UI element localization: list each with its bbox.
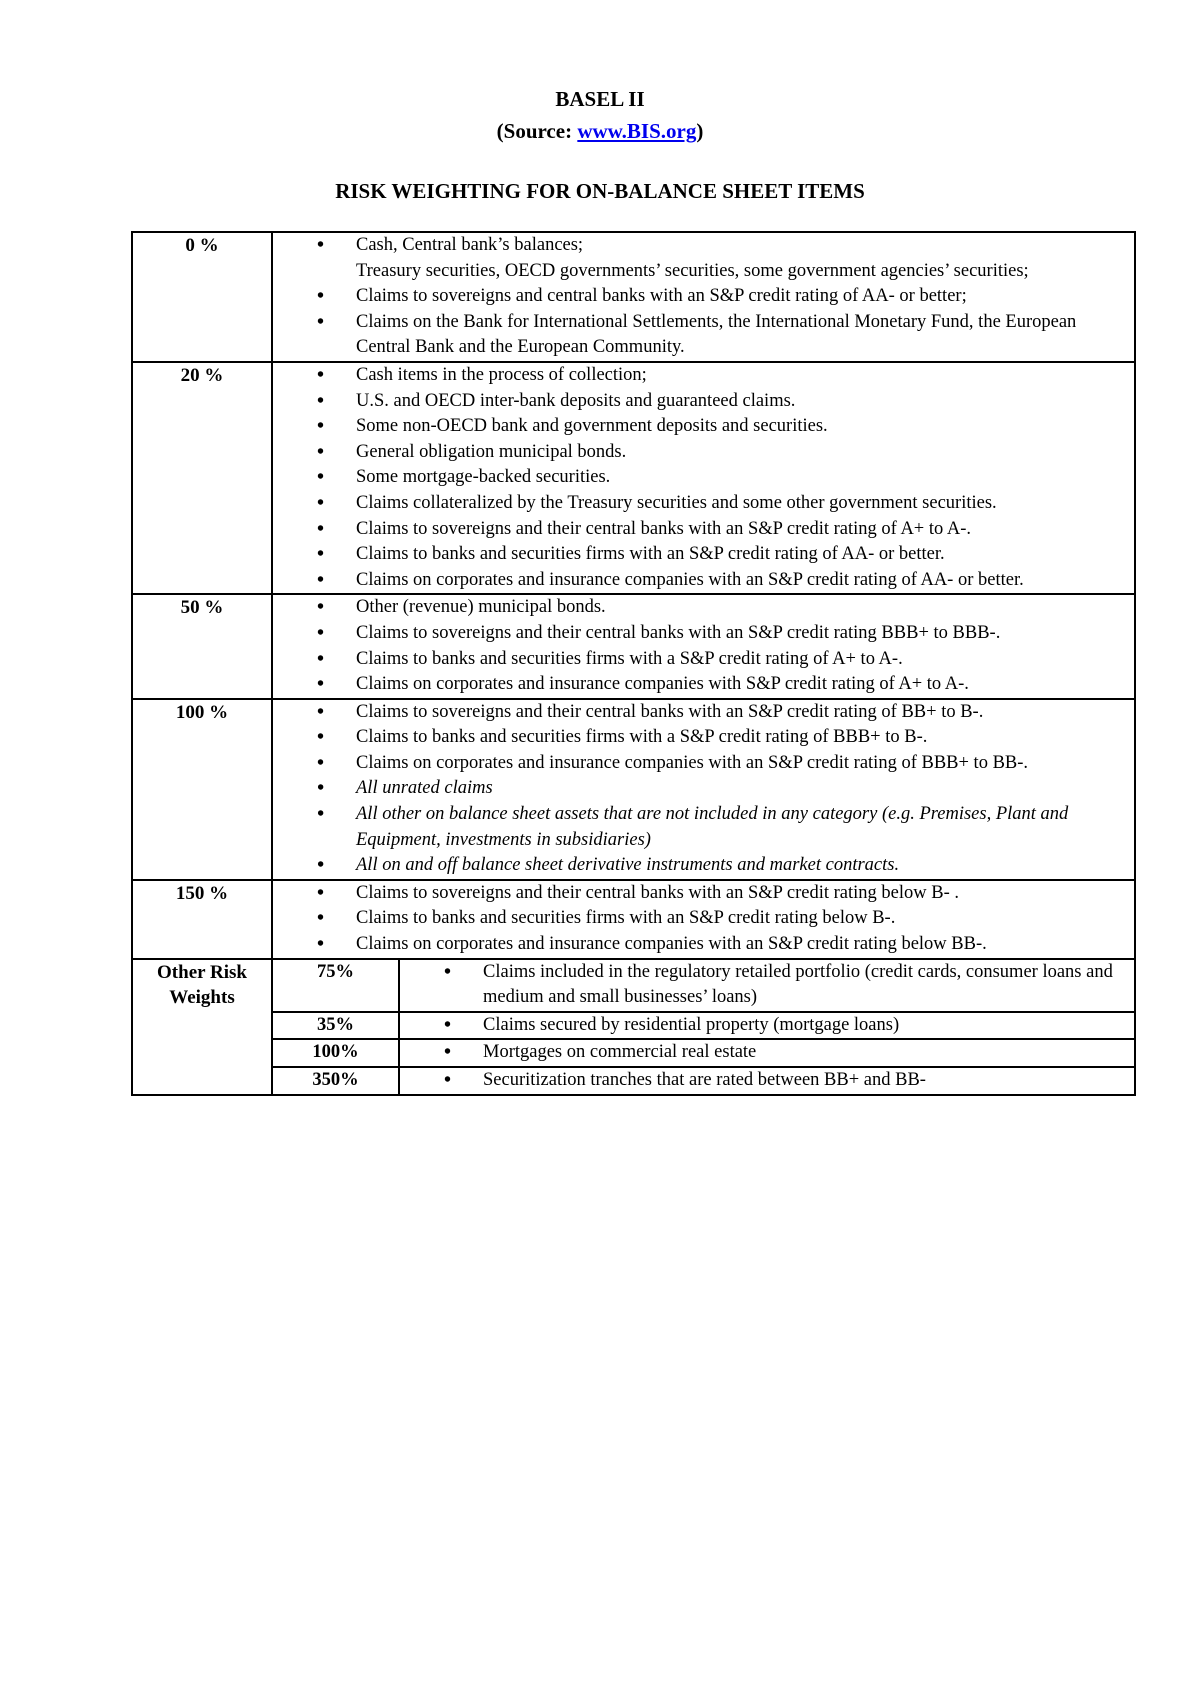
other-weight-list (400, 1068, 1134, 1094)
risk-item: Treasury securities, OECD governments’ securities, some government agencies’ securities; (356, 260, 1029, 281)
risk-items-list (273, 700, 1134, 879)
weight-row (132, 880, 1135, 959)
other-weight-list (400, 1013, 1134, 1039)
other-weight-items (399, 1039, 1134, 1067)
weight-row (132, 362, 1135, 594)
risk-items-cell (272, 362, 1135, 594)
risk-item: • Some non-OECD bank and government deposits and securities. (273, 414, 1130, 440)
other-weight-item: • Claims secured by residential property (mortgage loans) (400, 1013, 1130, 1039)
risk-item: • Claims on corporates and insurance companies with an S&P credit rating below BB-. (273, 932, 1130, 958)
risk-item: • Claims to banks and securities firms with a S&P credit rating of BBB+ to B-. (273, 725, 1130, 751)
risk-item: • Claims to sovereigns and their central banks with an S&P credit rating of BB+ to B-. (273, 700, 1130, 726)
other-weight-items (399, 1012, 1134, 1040)
risk-weight-table-body (132, 232, 1135, 1095)
risk-items-list (273, 881, 1134, 958)
risk-item: • General obligation municipal bonds. (273, 440, 1130, 466)
other-weight-item: • Securitization tranches that are rated between BB+ and BB- (400, 1068, 1130, 1094)
other-weights-table (273, 960, 1134, 1094)
risk-item: • Other (revenue) municipal bonds. (273, 595, 1130, 621)
risk-item: • Claims to banks and securities firms with an S&P credit rating of AA- or better. (273, 542, 1130, 568)
risk-weight-cell: 50 % (132, 594, 272, 698)
other-weight-row (273, 1067, 1134, 1094)
risk-item: • Claims to sovereigns and central banks with an S&P credit rating of AA- or better; (273, 284, 1130, 310)
risk-item: • Claims on corporates and insurance companies with an S&P credit rating of BBB+ to BB-. (273, 751, 1130, 777)
other-weights-cell (272, 959, 1135, 1095)
source-suffix: ) (696, 119, 704, 143)
risk-items-list (273, 363, 1134, 593)
risk-weight-table (131, 231, 1136, 1096)
weight-row (132, 699, 1135, 880)
weight-row (132, 594, 1135, 698)
other-weight-items (399, 1067, 1134, 1094)
other-weight-row (273, 960, 1134, 1012)
other-weight-list (400, 1040, 1134, 1066)
other-weights-label-text: Other Risk Weights (157, 961, 247, 1009)
risk-item: • Claims to banks and securities firms with a S&P credit rating of A+ to A-. (273, 647, 1130, 673)
other-weight-value: 75% (273, 960, 399, 1012)
risk-items-list (273, 233, 1134, 361)
risk-item: • U.S. and OECD inter-bank deposits and guaranteed claims. (273, 389, 1130, 415)
risk-weight-cell: 100 % (132, 699, 272, 880)
document-title: BASEL II (555, 87, 645, 111)
other-weights-row (132, 959, 1135, 1095)
risk-item: • All on and off balance sheet derivative instruments and market contracts. (273, 853, 1130, 879)
risk-weight-cell: 150 % (132, 880, 272, 959)
source-line (0, 118, 1200, 144)
risk-item: • Cash items in the process of collection; (273, 363, 1130, 389)
risk-item: • Claims collateralized by the Treasury securities and some other government securities. (273, 491, 1130, 517)
other-weights-label (132, 959, 272, 1095)
risk-weight-cell: 0 % (132, 232, 272, 362)
section-heading: RISK WEIGHTING FOR ON-BALANCE SHEET ITEMS (335, 179, 865, 203)
weight-row (132, 232, 1135, 362)
source-prefix: (Source: (496, 119, 578, 143)
risk-item: • Claims to sovereigns and their central banks with an S&P credit rating below B- . (273, 881, 1130, 907)
risk-item: • Claims to sovereigns and their central banks with an S&P credit rating BBB+ to BBB-. (273, 621, 1130, 647)
other-weights-table-body (273, 960, 1134, 1094)
risk-items-cell (272, 594, 1135, 698)
risk-item: • All other on balance sheet assets that are not included in any category (e.g. Premises, Plant and Equipment, investments in subsidiaries) (273, 802, 1130, 853)
risk-items-cell (272, 880, 1135, 959)
other-weight-items (399, 960, 1134, 1012)
other-weight-item: • Mortgages on commercial real estate (400, 1040, 1130, 1066)
other-weight-value: 35% (273, 1012, 399, 1040)
risk-items-cell (272, 699, 1135, 880)
risk-item: • Claims on corporates and insurance companies with an S&P credit rating of AA- or better. (273, 568, 1130, 594)
source-link[interactable]: www.BIS.org (577, 119, 697, 143)
risk-weight-cell: 20 % (132, 362, 272, 594)
risk-items-cell (272, 232, 1135, 362)
risk-items-list (273, 595, 1134, 697)
risk-item: • All unrated claims (273, 776, 1130, 802)
risk-item: • Cash, Central bank’s balances; (273, 233, 1130, 259)
other-weight-value: 350% (273, 1067, 399, 1094)
other-weight-value: 100% (273, 1039, 399, 1067)
risk-item: • Claims on corporates and insurance companies with S&P credit rating of A+ to A-. (273, 672, 1130, 698)
other-weight-item: • Claims included in the regulatory retailed portfolio (credit cards, consumer loans and medium and small businesses’ loans) (400, 960, 1130, 1011)
other-weight-row (273, 1012, 1134, 1040)
other-weight-list (400, 960, 1134, 1011)
other-weight-row (273, 1039, 1134, 1067)
risk-item: • Some mortgage-backed securities. (273, 465, 1130, 491)
risk-item: • Claims to sovereigns and their central banks with an S&P credit rating of A+ to A-. (273, 517, 1130, 543)
risk-item: • Claims on the Bank for International Settlements, the International Monetary Fund, the European Central Bank and the European Community. (273, 310, 1130, 361)
risk-item: • Claims to banks and securities firms with an S&P credit rating below B-. (273, 906, 1130, 932)
